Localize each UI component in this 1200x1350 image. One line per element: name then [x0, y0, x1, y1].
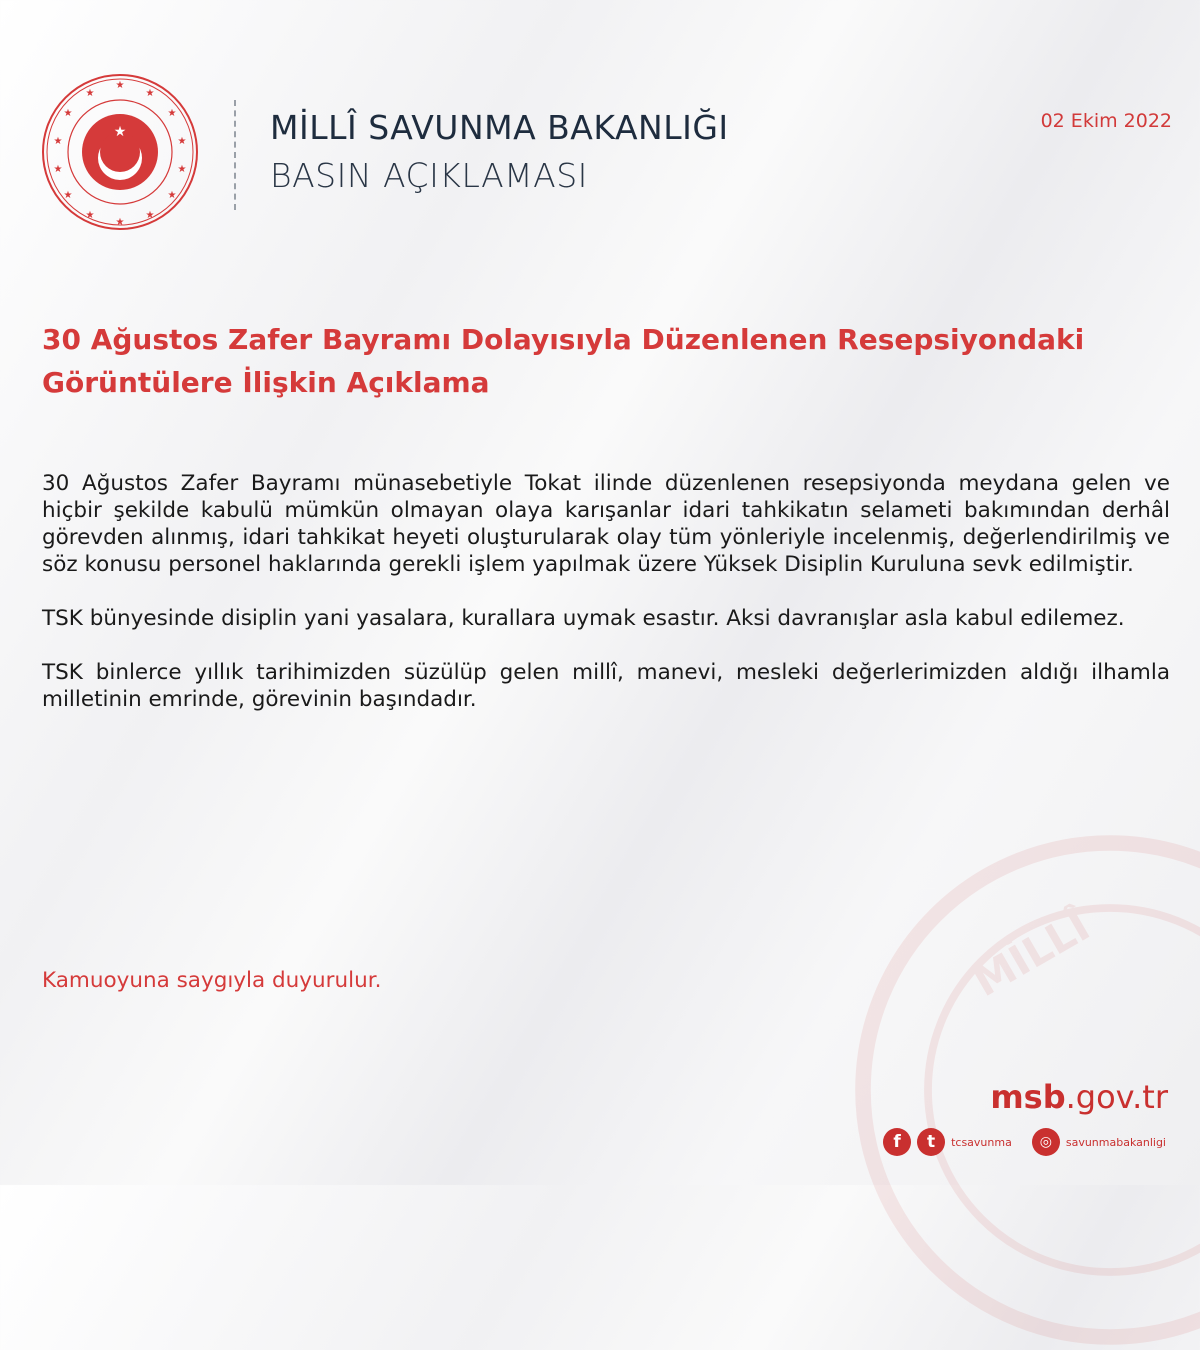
statement-title: 30 Ağustos Zafer Bayramı Dolayısıyla Düzenlenen Resepsiyondaki Görüntülere İlişkin Açıklama: [42, 323, 1085, 399]
website-link[interactable]: msb.gov.tr: [990, 1078, 1168, 1116]
organization-name: MİLLÎ SAVUNMA BAKANLIĞI: [270, 108, 729, 147]
twitter-icon[interactable]: t: [917, 1128, 945, 1156]
paragraph: TSK bünyesinde disiplin yani yasalara, kurallara uymak esastır. Aksi davranışlar asla kabul edilemez.: [42, 606, 1125, 631]
svg-text:★: ★: [53, 136, 63, 147]
svg-text:★: ★: [113, 124, 127, 140]
svg-text:★: ★: [167, 190, 177, 201]
svg-text:★: ★: [85, 88, 95, 99]
svg-text:★: ★: [145, 210, 155, 221]
release-date: 02 Ekim 2022: [1040, 110, 1172, 132]
facebook-icon[interactable]: f: [883, 1128, 911, 1156]
svg-text:★: ★: [177, 164, 187, 175]
svg-text:★: ★: [145, 88, 155, 99]
instagram-icon[interactable]: ◎: [1032, 1128, 1060, 1156]
svg-text:★: ★: [167, 108, 177, 119]
statement-body: [42, 470, 1170, 740]
svg-text:★: ★: [115, 217, 125, 228]
ministry-seal-logo: [40, 72, 200, 232]
closing-line: Kamuoyuna saygıyla duyurulur.: [42, 968, 382, 993]
svg-text:★: ★: [63, 190, 73, 201]
svg-text:★: ★: [177, 136, 187, 147]
paragraph: TSK binlerce yıllık tarihimizden süzülüp gelen millî, manevi, mesleki değerlerimizden aldığı ilhamla milletinin emrinde, görevinin başındadır.: [42, 660, 1170, 712]
svg-text:★: ★: [63, 108, 73, 119]
instagram-handle[interactable]: savunmabakanligi: [1065, 1135, 1166, 1149]
header-divider: [234, 100, 236, 210]
svg-text:★: ★: [53, 164, 63, 175]
document-type: BASIN AÇIKLAMASI: [270, 156, 588, 195]
twitter-handle[interactable]: tcsavunma: [951, 1135, 1012, 1149]
social-links: [883, 1128, 1166, 1156]
svg-text:★: ★: [85, 210, 95, 221]
svg-text:★: ★: [115, 80, 125, 91]
svg-text:MİLLÎ: MİLLÎ: [964, 901, 1098, 1007]
paragraph: 30 Ağustos Zafer Bayramı münasebetiyle Tokat ilinde düzenlenen resepsiyonda meydana gelen ve hiçbir şekilde kabulü mümkün olmayan olaya karışanlar idari tahkikatın selameti bakımından derhâl görevden alınmış, idari tahkikat heyeti oluşturularak olay tüm yönleriyle incelenmiş, değerlendirilmiş ve söz konusu personel haklarında gerekli işlem yapılmak üzere Yüksek Disiplin Kuruluna sevk edilmiştir.: [42, 471, 1170, 577]
